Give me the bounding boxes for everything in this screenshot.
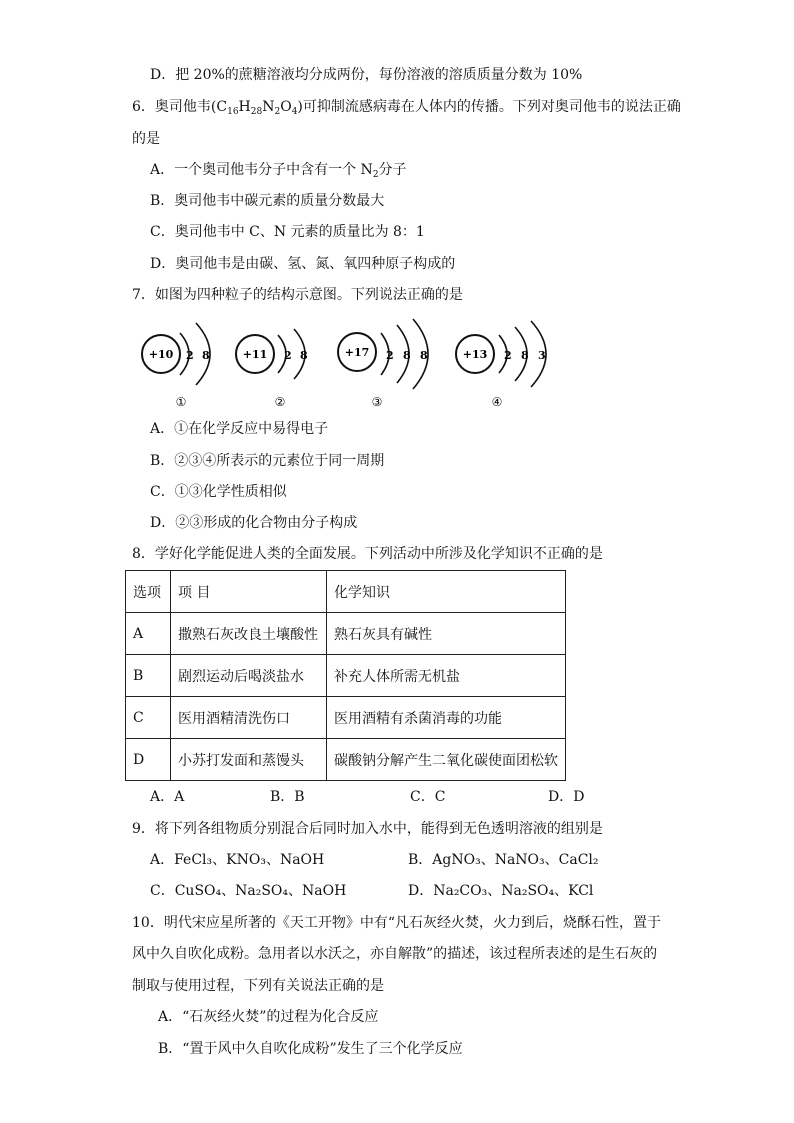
shell-electrons: 8	[403, 349, 411, 362]
q10-stem-line1: 10．明代宋应星所著的《天工开物》中有“凡石灰经火焚，火力到后，烧酥石性，置于	[132, 915, 661, 931]
table-header: 选项	[126, 571, 171, 613]
q6-option-c: C．奥司他韦中 C、N 元素的质量比为 8：1	[150, 224, 425, 240]
q8-option-c: C．C	[410, 789, 446, 805]
nucleus-charge: +11	[242, 348, 268, 361]
q9-option-a: A．FeCl₃、KNO₃、NaOH	[150, 852, 325, 868]
particle-label: ②	[274, 395, 286, 409]
q8-option-a: A．A	[150, 789, 185, 805]
particle-2	[236, 329, 308, 409]
table-cell: 撒熟石灰改良土壤酸性	[171, 613, 327, 655]
particle-1	[142, 323, 210, 409]
table-row	[126, 655, 566, 697]
nucleus-charge: +13	[462, 348, 488, 361]
nucleus-charge: +10	[148, 348, 174, 361]
atomic-structure-diagram	[0, 315, 794, 415]
q10-stem-line2: 风中久自吹化成粉。急用者以水沃之，亦自解散”的描述，该过程所表述的是生石灰的	[132, 946, 658, 962]
q8-option-b: B．B	[270, 789, 305, 805]
table-cell: 医用酒精清洗伤口	[171, 697, 327, 739]
particle-label: ①	[175, 395, 187, 409]
q7-option-a: A．①在化学反应中易得电子	[150, 421, 329, 437]
q5-option-d: D．把 20%的蔗糖溶液均分成两份，每份溶液的溶质质量分数为 10%	[150, 67, 583, 83]
table-cell: A	[126, 613, 171, 655]
shell-electrons: 8	[420, 349, 428, 362]
table-row	[126, 613, 566, 655]
table-cell: 医用酒精有杀菌消毒的功能	[327, 697, 566, 739]
table-cell: 补充人体所需无机盐	[327, 655, 566, 697]
shell-electrons: 8	[202, 349, 210, 362]
table-header: 化学知识	[327, 571, 566, 613]
q8-option-d: D．D	[548, 789, 585, 805]
table-cell: B	[126, 655, 171, 697]
q7-option-c: C．①③化学性质相似	[150, 484, 287, 500]
table-row	[126, 697, 566, 739]
q9-stem: 9．将下列各组物质分别混合后同时加入水中，能得到无色透明溶液的组别是	[132, 821, 603, 837]
q8-table	[125, 570, 566, 781]
q6-stem: 6．奥司他韦$(C_{16}H_{28}N_2O_4)$可抑制流感病毒在人体内的传播。下列对奥司他韦的说法正确	[132, 99, 681, 117]
q6-option-d: D．奥司他韦是由碳、氢、氮、氧四种原子构成的	[150, 256, 456, 272]
q6-option-b: B．奥司他韦中碳元素的质量分数最大	[150, 193, 385, 209]
q9-option-d: D．Na₂CO₃、Na₂SO₄、KCl	[408, 883, 594, 899]
table-header-row	[126, 571, 566, 613]
shell-electrons: 2	[284, 349, 292, 362]
shell-electrons: 8	[521, 349, 529, 362]
table-cell: 碳酸钠分解产生二氧化碳使面团松软	[327, 739, 566, 781]
table-row	[126, 739, 566, 781]
particle-label: ④	[491, 395, 503, 409]
q7-option-d: D．②③形成的化合物由分子构成	[150, 515, 358, 531]
table-cell: 熟石灰具有碱性	[327, 613, 566, 655]
q10-option-b: B．“置于风中久自吹化成粉”发生了三个化学反应	[158, 1041, 463, 1057]
q6-stem-cont: 的是	[132, 131, 160, 147]
particle-3	[338, 319, 428, 409]
q9-option-b: B．AgNO₃、NaNO₃、CaCl₂	[408, 852, 599, 868]
q10-stem-line3: 制取与使用过程，下列有关说法正确的是	[132, 978, 384, 994]
shell-electrons: 2	[504, 349, 512, 362]
q8-stem: 8．学好化学能促进人类的全面发展。下列活动中所涉及化学知识不正确的是	[132, 546, 603, 562]
shell-electrons: 3	[538, 349, 546, 362]
table-header: 项 目	[171, 571, 327, 613]
shell-electrons: 2	[186, 349, 194, 362]
q7-option-b: B．②③④所表示的元素位于同一周期	[150, 453, 385, 469]
q9-option-c: C．CuSO₄、Na₂SO₄、NaOH	[150, 883, 347, 899]
q10-option-a: A．“石灰经火焚”的过程为化合反应	[158, 1009, 379, 1025]
shell-electrons: 2	[386, 349, 394, 362]
table-cell: D	[126, 739, 171, 781]
table-cell: 小苏打发面和蒸馒头	[171, 739, 327, 781]
q6-option-a: A．一个奥司他韦分子中含有一个 $N_2$分子	[150, 162, 407, 180]
q7-stem: 7．如图为四种粒子的结构示意图。下列说法正确的是	[132, 287, 463, 303]
table-cell: C	[126, 697, 171, 739]
particle-label: ③	[371, 395, 383, 409]
particle-4	[456, 321, 546, 409]
table-cell: 剧烈运动后喝淡盐水	[171, 655, 327, 697]
shell-electrons: 8	[300, 349, 308, 362]
nucleus-charge: +17	[344, 346, 370, 359]
